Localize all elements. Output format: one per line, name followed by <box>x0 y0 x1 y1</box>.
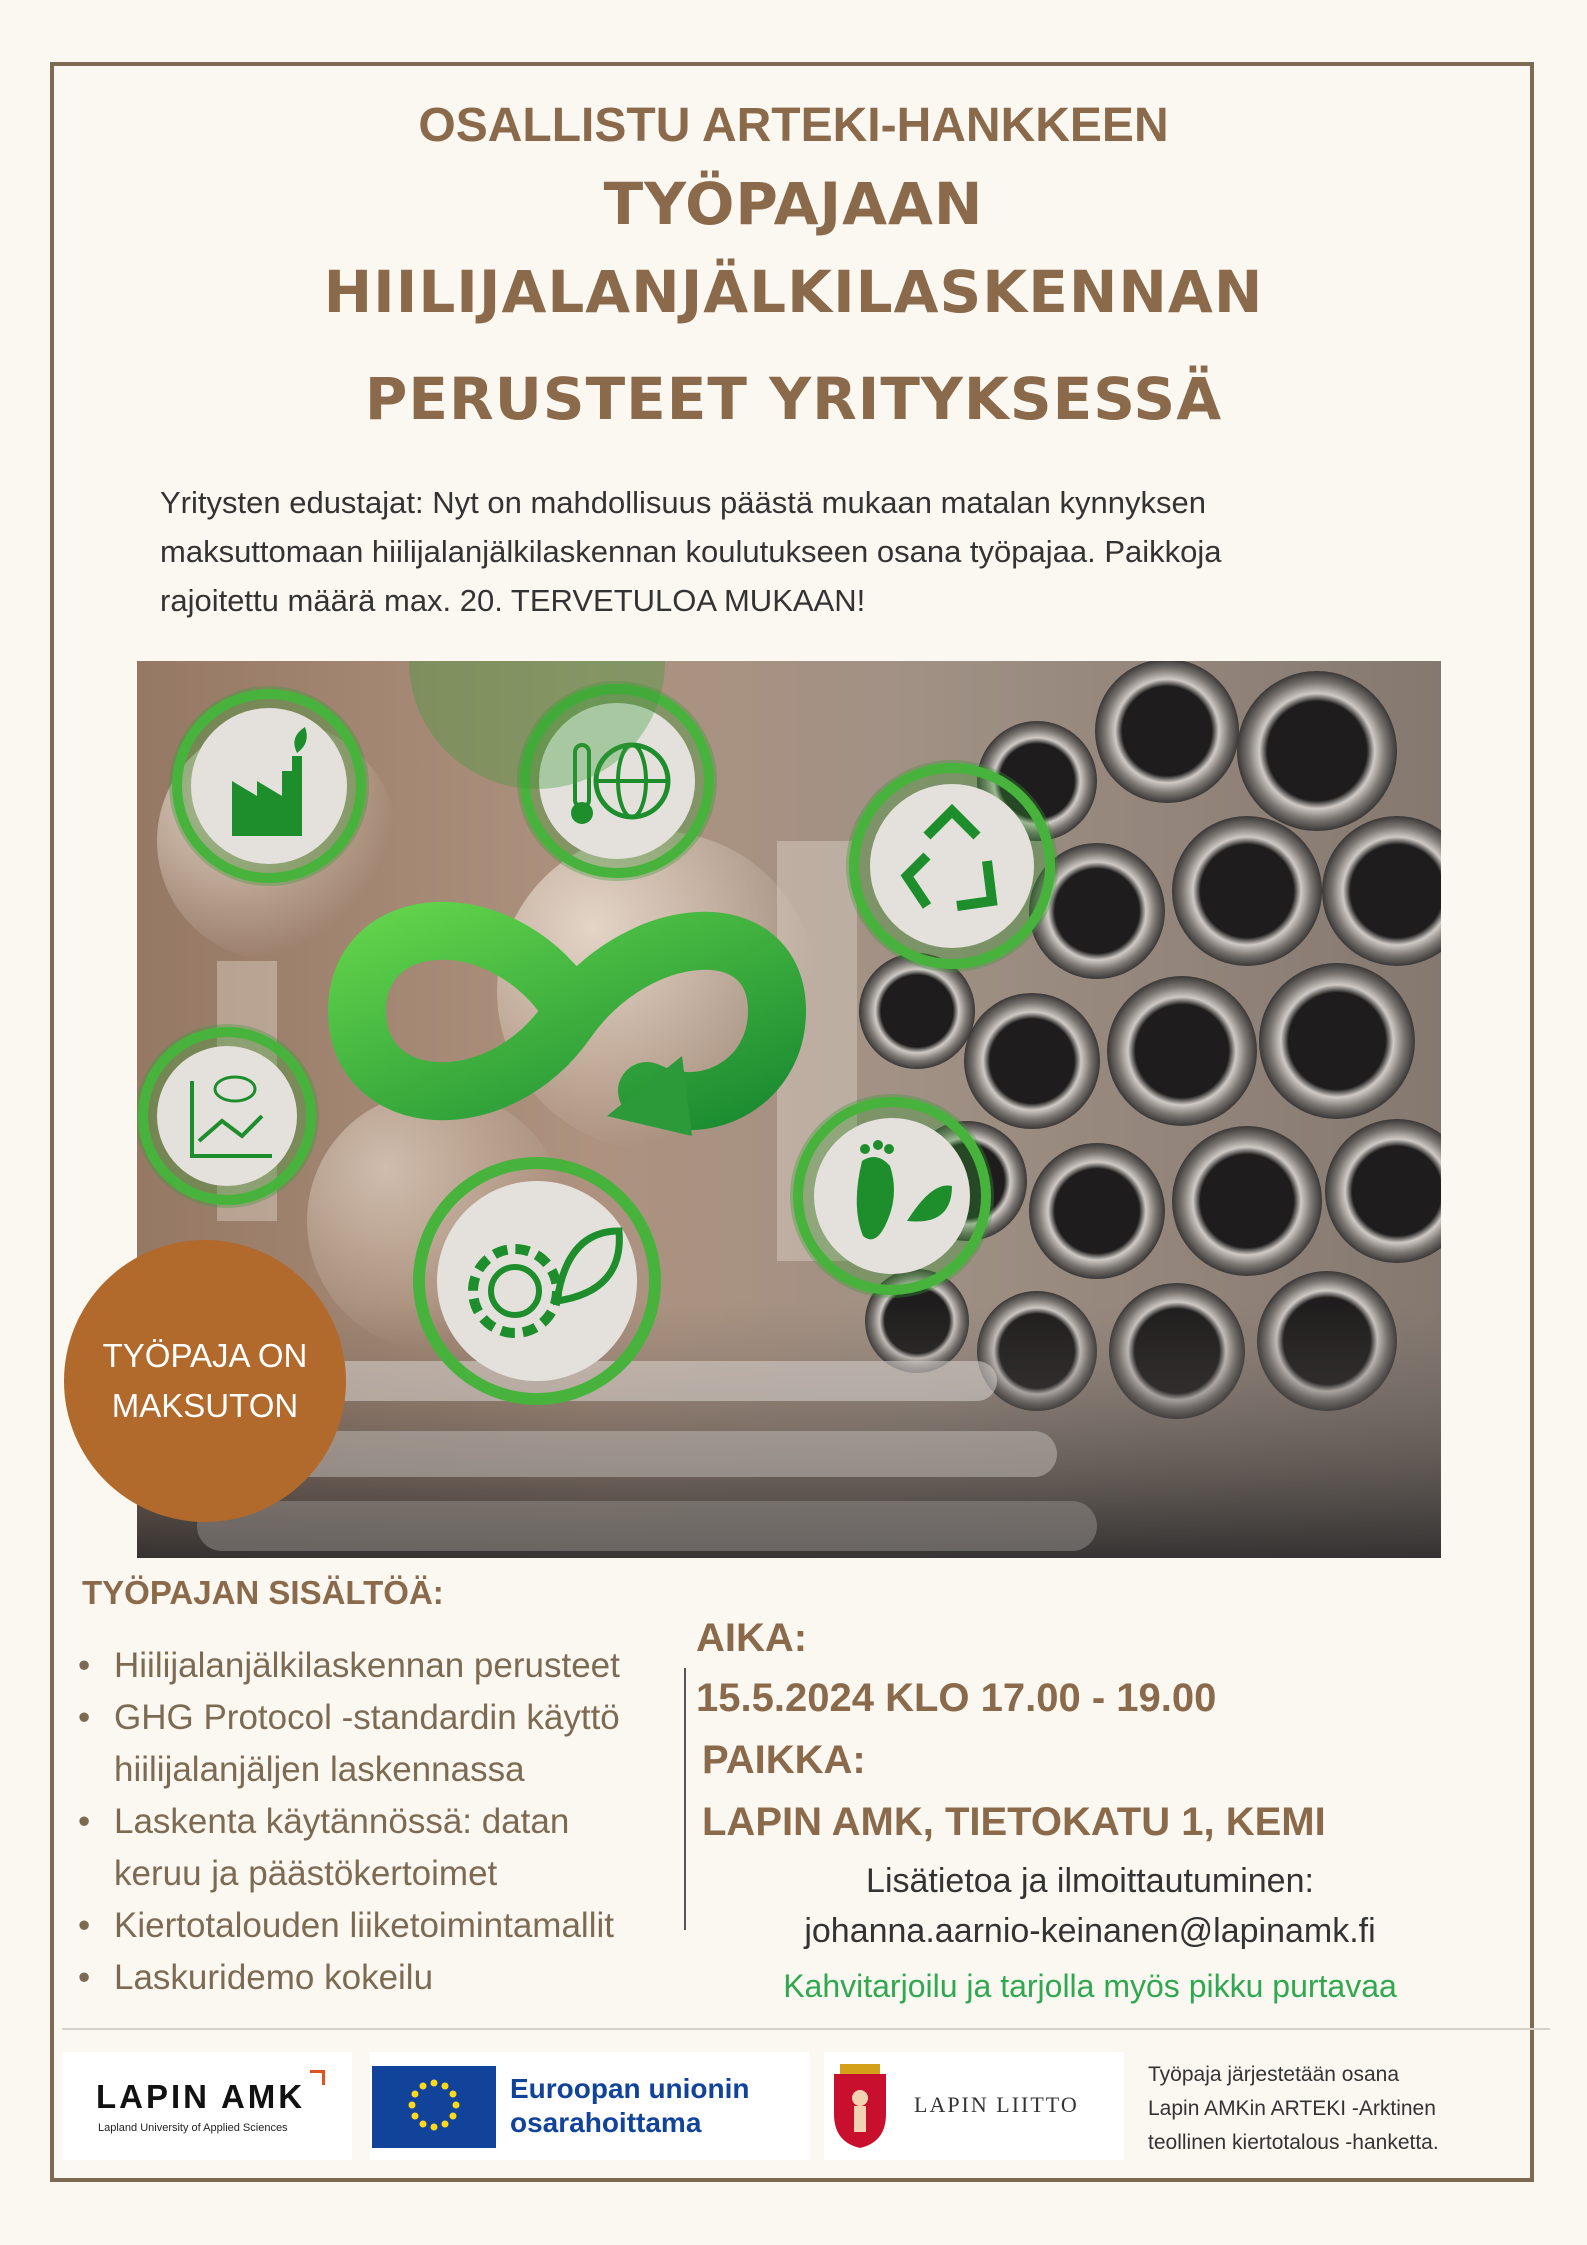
footer-note-line-2: Lapin AMKin ARTEKI -Arktinen <box>1148 2097 1436 2120</box>
list-item-text: Hiilijalanjälkilaskennan perusteet <box>114 1646 620 1685</box>
list-item <box>78 1640 678 1692</box>
intro-line-1: Yritysten edustajat: Nyt on mahdollisuus päästä mukaan matalan kynnyksen <box>160 485 1206 520</box>
list-item <box>78 1952 678 2004</box>
place-value: LAPIN AMK, TIETOKATU 1, KEMI <box>702 1800 1326 1844</box>
content-list <box>78 1640 678 2004</box>
recycle-icon <box>846 760 1058 972</box>
title-line-1: OSALLISTU ARTEKI-HANKKEEN <box>418 99 1169 152</box>
lapin-amk-subtitle: Lapland University of Applied Sciences <box>98 2122 288 2134</box>
divider <box>684 1668 686 1930</box>
list-item-text: keruu ja päästökertoimet <box>114 1854 498 1893</box>
intro-line-2: maksuttomaan hiilijalanjälkilaskennan koulutukseen osana työpajaa. Paikkoja <box>160 534 1222 569</box>
list-item <box>78 1796 678 1900</box>
badge-line-2: MAKSUTON <box>111 1387 299 1424</box>
footer-divider <box>62 2028 1550 2030</box>
title-line-2: TYÖPAJAAN <box>603 170 984 238</box>
factory-icon <box>169 686 369 886</box>
lapin-liitto-wordmark: LAPIN LIITTO <box>914 2092 1079 2117</box>
lapin-amk-wordmark: LAPIN AMK <box>96 2078 306 2115</box>
footer-note-line-3: teollinen kiertotalous -hanketta. <box>1148 2131 1439 2154</box>
lapin-amk-logo <box>62 2052 352 2160</box>
free-workshop-badge <box>64 1240 346 1522</box>
time-label: AIKA: <box>696 1616 808 1660</box>
title-line-4: PERUSTEET YRITYKSESSÄ <box>364 365 1223 433</box>
eu-text-line-2: osarahoittama <box>510 2107 702 2138</box>
refreshments-note: Kahvitarjoilu ja tarjolla myös pikku purtavaa <box>783 1968 1397 2004</box>
list-item <box>78 1900 678 1952</box>
footer-note-line-1: Työpaja järjestetään osana <box>1148 2063 1400 2086</box>
contact-email[interactable]: johanna.aarnio-keinanen@lapinamk.fi <box>804 1912 1376 1950</box>
lapin-liitto-logo <box>824 2052 1124 2160</box>
place-label: PAIKKA: <box>702 1738 866 1782</box>
time-value: 15.5.2024 KLO 17.00 - 19.00 <box>696 1676 1217 1720</box>
footprint-leaf-icon <box>790 1094 994 1298</box>
eu-flag-icon <box>372 2066 496 2148</box>
intro-paragraph <box>160 478 1400 625</box>
corner-mark-icon <box>310 2070 325 2085</box>
list-item-text: Kiertotalouden liiketoimintamallit <box>114 1906 614 1945</box>
footer-note <box>1148 2058 1528 2160</box>
content-title: TYÖPAJAN SISÄLTÖÄ: <box>82 1574 444 1611</box>
eu-text-line-1: Euroopan unionin <box>510 2073 750 2104</box>
title-line-3: HIILIJALANJÄLKILASKENNAN <box>323 258 1264 326</box>
list-item-text: Laskuridemo kokeilu <box>114 1958 434 1997</box>
list-item-text: hiilijalanjäljen laskennassa <box>114 1750 525 1789</box>
contact-label: Lisätietoa ja ilmoittautuminen: <box>866 1862 1314 1900</box>
list-item-text: Laskenta käytännössä: datan <box>114 1802 570 1841</box>
intro-line-3: rajoitettu määrä max. 20. TERVETULOA MUKAAN! <box>160 583 866 618</box>
badge-line-1: TYÖPAJA ON <box>102 1337 308 1374</box>
list-item <box>78 1692 678 1796</box>
list-item-text: GHG Protocol -standardin käyttö <box>114 1698 620 1737</box>
coat-of-arms-icon <box>830 2064 890 2150</box>
eu-funding-logo <box>370 2052 810 2160</box>
co2-chart-icon <box>137 1024 319 1208</box>
